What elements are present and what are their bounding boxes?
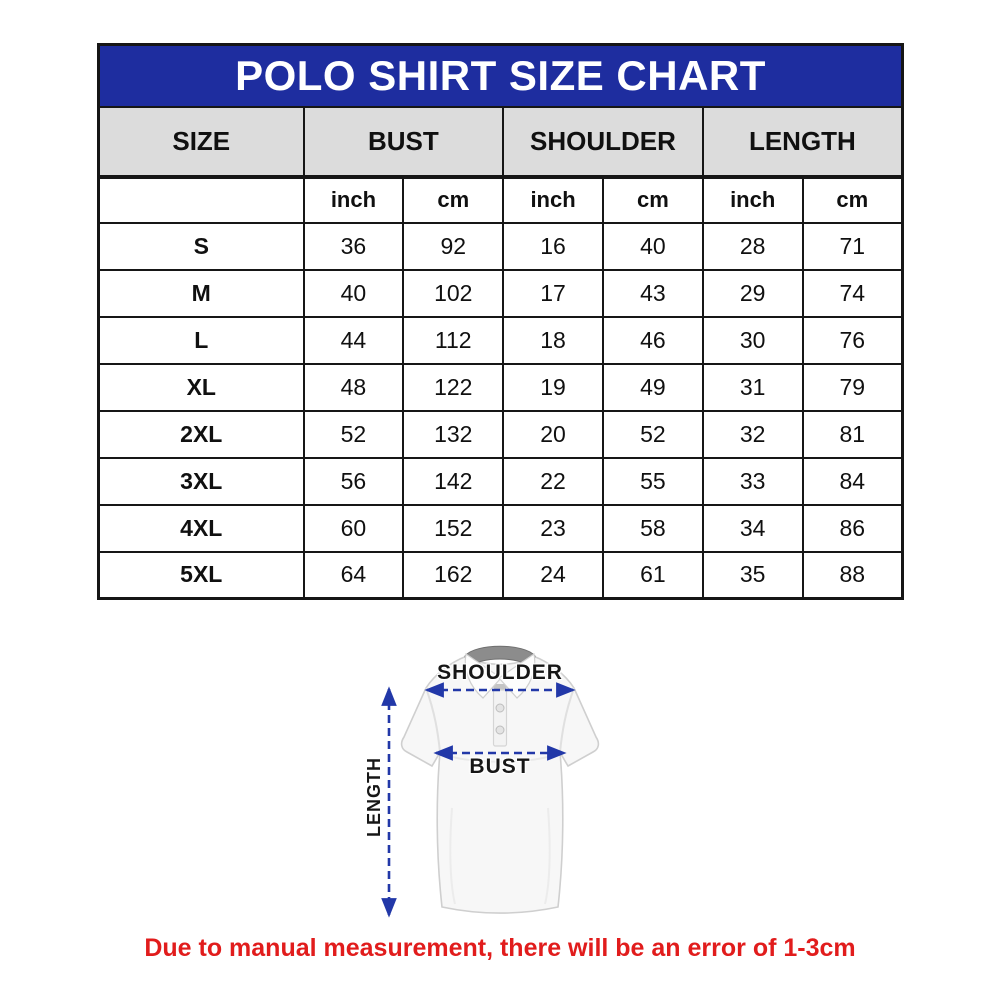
value-cell: 33 — [703, 458, 803, 505]
table-row-4xl — [99, 505, 903, 552]
value-cell: 52 — [603, 411, 703, 458]
value-cell: 29 — [703, 270, 803, 317]
value-cell: 102 — [403, 270, 503, 317]
size-label: 3XL — [99, 458, 304, 505]
size-label: 4XL — [99, 505, 304, 552]
title-row — [99, 45, 903, 107]
col-header-length: LENGTH — [703, 107, 903, 177]
unit-cell-length-inch: inch — [703, 177, 803, 223]
table-row-2xl — [99, 411, 903, 458]
value-cell: 44 — [304, 317, 404, 364]
value-cell: 16 — [503, 223, 603, 270]
shoulder-label: SHOULDER — [437, 661, 563, 684]
value-cell: 79 — [803, 364, 903, 411]
value-cell: 88 — [803, 552, 903, 599]
size-chart-table — [97, 43, 904, 600]
value-cell: 74 — [803, 270, 903, 317]
size-label: S — [99, 223, 304, 270]
table-row-xl — [99, 364, 903, 411]
table-row-3xl — [99, 458, 903, 505]
value-cell: 46 — [603, 317, 703, 364]
unit-cell-bust-inch: inch — [304, 177, 404, 223]
value-cell: 81 — [803, 411, 903, 458]
unit-header-row — [99, 177, 903, 223]
value-cell: 19 — [503, 364, 603, 411]
value-cell: 48 — [304, 364, 404, 411]
value-cell: 32 — [703, 411, 803, 458]
value-cell: 23 — [503, 505, 603, 552]
value-cell: 40 — [304, 270, 404, 317]
col-header-bust: BUST — [304, 107, 504, 177]
value-cell: 84 — [803, 458, 903, 505]
value-cell: 28 — [703, 223, 803, 270]
value-cell: 52 — [304, 411, 404, 458]
size-label: 2XL — [99, 411, 304, 458]
value-cell: 86 — [803, 505, 903, 552]
value-cell: 112 — [403, 317, 503, 364]
value-cell: 61 — [603, 552, 703, 599]
value-cell: 17 — [503, 270, 603, 317]
placket — [494, 690, 507, 746]
col-header-size: SIZE — [99, 107, 304, 177]
value-cell: 18 — [503, 317, 603, 364]
size-label: XL — [99, 364, 304, 411]
value-cell: 40 — [603, 223, 703, 270]
value-cell: 22 — [503, 458, 603, 505]
value-cell: 92 — [403, 223, 503, 270]
size-label: M — [99, 270, 304, 317]
table-row-s — [99, 223, 903, 270]
value-cell: 49 — [603, 364, 703, 411]
measurement-error-note: Due to manual measurement, there will be an error of 1-3cm — [144, 934, 856, 962]
value-cell: 60 — [304, 505, 404, 552]
value-cell: 56 — [304, 458, 404, 505]
length-label: LENGTH — [364, 757, 384, 837]
value-cell: 122 — [403, 364, 503, 411]
page-title: POLO SHIRT SIZE CHART — [99, 45, 903, 107]
size-label: 5XL — [99, 552, 304, 599]
group-header-row — [99, 107, 903, 177]
value-cell: 64 — [304, 552, 404, 599]
button — [496, 704, 504, 712]
value-cell: 132 — [403, 411, 503, 458]
unit-cell-bust-cm: cm — [403, 177, 503, 223]
table-row-5xl — [99, 552, 903, 599]
unit-cell-empty — [99, 177, 304, 223]
value-cell: 152 — [403, 505, 503, 552]
value-cell: 35 — [703, 552, 803, 599]
value-cell: 24 — [503, 552, 603, 599]
value-cell: 76 — [803, 317, 903, 364]
value-cell: 142 — [403, 458, 503, 505]
value-cell: 71 — [803, 223, 903, 270]
unit-cell-shoulder-inch: inch — [503, 177, 603, 223]
unit-cell-length-cm: cm — [803, 177, 903, 223]
value-cell: 31 — [703, 364, 803, 411]
size-label: L — [99, 317, 304, 364]
bust-label: BUST — [469, 755, 531, 778]
value-cell: 36 — [304, 223, 404, 270]
button — [496, 726, 504, 734]
value-cell: 58 — [603, 505, 703, 552]
unit-cell-shoulder-cm: cm — [603, 177, 703, 223]
value-cell: 34 — [703, 505, 803, 552]
table-row-l — [99, 317, 903, 364]
value-cell: 43 — [603, 270, 703, 317]
value-cell: 30 — [703, 317, 803, 364]
value-cell: 55 — [603, 458, 703, 505]
col-header-shoulder: SHOULDER — [503, 107, 703, 177]
value-cell: 162 — [403, 552, 503, 599]
value-cell: 20 — [503, 411, 603, 458]
table-row-m — [99, 270, 903, 317]
